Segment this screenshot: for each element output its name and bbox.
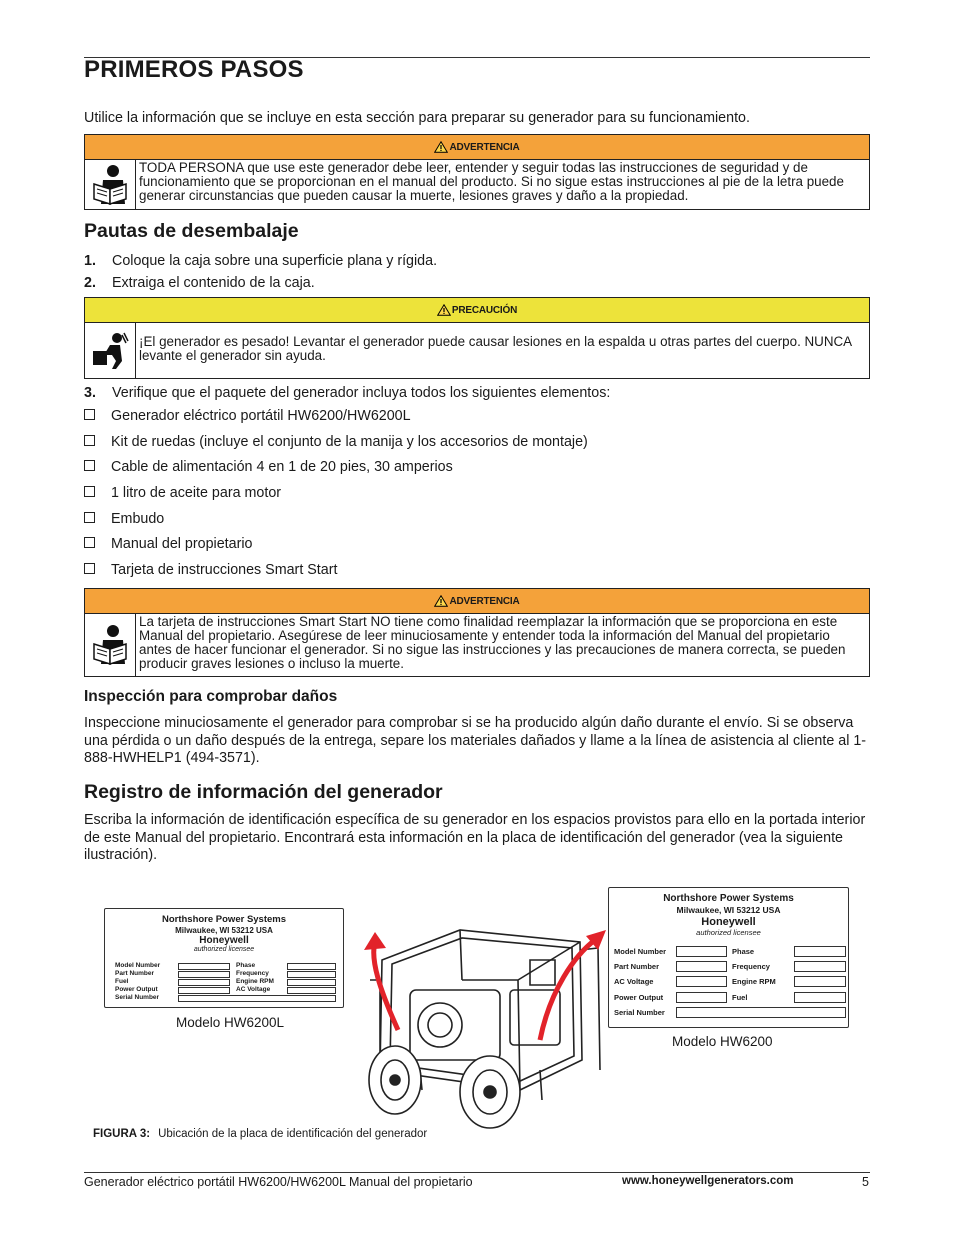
checklist-item: Embudo — [84, 511, 164, 527]
caution-box — [84, 297, 870, 379]
plate-field — [178, 971, 230, 978]
plate-field — [794, 976, 846, 987]
plate-field — [178, 963, 230, 970]
checkbox-icon — [84, 409, 95, 420]
list-item: 2. Extraiga el contenido de la caja. — [84, 275, 315, 291]
inspection-heading: Inspección para comprobar daños — [84, 688, 338, 705]
warning-box-1 — [84, 134, 870, 210]
footer-title: Generador eléctrico portátil HW6200/HW6200L Manual del propietario — [84, 1175, 473, 1189]
plate-field — [676, 976, 727, 987]
plate-field — [178, 979, 230, 986]
nameplate-hw6200l — [104, 908, 344, 1008]
plate-field — [794, 992, 846, 1003]
right-model-label: Modelo HW6200 — [672, 1034, 773, 1049]
plate-label: AC Voltage — [236, 986, 271, 993]
checkbox-icon — [84, 435, 95, 446]
plate-field — [676, 961, 727, 972]
plate-field — [676, 1007, 846, 1018]
registration-text: Escriba la información de identificación específica de su generador en los espacios provistos para ello en la portada interior de este Manual del propietario. Encontrará esta información en la placa de identificación del generador (vea la siguiente ilustración). — [84, 812, 866, 863]
plate-label: Engine RPM — [732, 977, 776, 986]
checkbox-icon — [84, 512, 95, 523]
nameplate-hw6200 — [608, 887, 849, 1028]
warning-box-2 — [84, 588, 870, 677]
warning-label: ADVERTENCIA — [449, 141, 520, 153]
caution-label: PRECAUCIÓN — [451, 304, 518, 316]
footer-url[interactable]: www.honeywellgenerators.com — [622, 1175, 794, 1187]
footer-rule — [84, 1172, 870, 1173]
read-manual-icon — [85, 160, 136, 209]
plate-label: Frequency — [732, 962, 770, 971]
plate-label: Power Output — [614, 993, 664, 1002]
plate-label: AC Voltage — [614, 977, 654, 986]
page-number: 5 — [862, 1175, 869, 1189]
plate-label: Frequency — [236, 970, 269, 977]
warning-label: ADVERTENCIA — [449, 595, 520, 607]
checkbox-icon — [84, 563, 95, 574]
plate-field — [676, 946, 727, 957]
read-manual-icon — [85, 614, 136, 676]
caution-text: ¡El generador es pesado! Levantar el generador puede causar lesiones en la espalda u otras partes del cuerpo. NUNCA levante el generador sin ayuda. — [139, 334, 852, 363]
checkbox-icon — [84, 486, 95, 497]
checkbox-icon — [84, 537, 95, 548]
plate-field — [794, 961, 846, 972]
warning-triangle-icon — [434, 141, 448, 153]
plate-company: Northshore Power Systems — [161, 914, 287, 925]
left-model-label: Modelo HW6200L — [176, 1015, 285, 1030]
plate-label: Fuel — [115, 978, 129, 985]
plate-field — [178, 995, 336, 1002]
warning-header — [85, 589, 869, 614]
plate-licensee: authorized licensee — [193, 946, 255, 953]
list-item: 3. Verifique que el paquete del generador incluya todos los siguientes elementos: — [84, 385, 611, 401]
checkbox-icon — [84, 460, 95, 471]
plate-field — [287, 971, 336, 978]
plate-address: Milwaukee, WI 53212 USA — [175, 926, 273, 935]
plate-label: Part Number — [614, 962, 660, 971]
plate-field — [287, 963, 336, 970]
page-title: PRIMEROS PASOS — [84, 56, 304, 83]
list-item: 1. Coloque la caja sobre una superficie plana y rígida. — [84, 253, 438, 269]
plate-label: Phase — [236, 962, 256, 969]
plate-field — [676, 992, 727, 1003]
plate-label: Serial Number — [115, 994, 160, 1001]
checklist-item: Cable de alimentación 4 en 1 de 20 pies, 30 amperios — [84, 459, 453, 475]
plate-label: Phase — [732, 947, 755, 956]
plate-label: Engine RPM — [236, 978, 274, 985]
plate-field — [794, 946, 846, 957]
plate-company: Northshore Power Systems — [663, 893, 794, 904]
inspection-text: Inspeccione minuciosamente el generador para comprobar si se ha producido algún daño durante el envío. Si se observa una pérdida o un daño después de la entrega, separe los materiales dañados y llame a la línea de asistencia al cliente al 1-888-HWHELP1 (494-3571). — [84, 715, 867, 766]
checklist-item: 1 litro de aceite para motor — [84, 485, 281, 501]
honeywell-logo: Honeywell — [701, 916, 756, 928]
plate-label: Serial Number — [614, 1008, 665, 1017]
warning-text: La tarjeta de instrucciones Smart Start NO tiene como finalidad reemplazar la información que se proporciona en este Manual del propietario. Asegúrese de leer minuciosamente y entender toda la información del Manual del propietario antes de hacer funcionar el generador. Si no sigue las instrucciones y las precauciones de manera correcta, se pueden producir graves lesiones o incluso la muerte. — [139, 614, 846, 671]
plate-label: Part Number — [115, 970, 155, 977]
plate-label: Model Number — [115, 962, 161, 969]
registration-heading: Registro de información del generador — [84, 781, 443, 803]
unpacking-heading: Pautas de desembalaje — [84, 220, 299, 242]
intro-text: Utilice la información que se incluye en esta sección para preparar su generador para su funcionamiento. — [84, 110, 750, 126]
checklist-item: Kit de ruedas (incluye el conjunto de la manija y los accesorios de montaje) — [84, 434, 588, 450]
plate-field — [287, 979, 336, 986]
plate-licensee: authorized licensee — [696, 928, 761, 937]
plate-label: Power Output — [115, 986, 158, 993]
checklist-item: Manual del propietario — [84, 536, 252, 552]
honeywell-logo: Honeywell — [199, 935, 249, 946]
warning-header — [85, 135, 869, 160]
plate-field — [178, 987, 230, 994]
warning-text: TODA PERSONA que use este generador debe leer, entender y seguir todas las instrucciones de seguridad y de funcionamiento que se proporcionan en el manual del producto. Si no sigue estas instrucciones al pie de la letra puede generar circunstancias que pueden causar la muerte, lesiones graves y daño a la propiedad. — [139, 160, 844, 203]
plate-label: Fuel — [732, 993, 748, 1002]
warning-triangle-icon — [434, 595, 448, 607]
generator-illustration — [350, 920, 610, 1130]
plate-address: Milwaukee, WI 53212 USA — [676, 905, 781, 915]
checklist-item: Generador eléctrico portátil HW6200/HW6200L — [84, 408, 411, 424]
checklist-item: Tarjeta de instrucciones Smart Start — [84, 562, 337, 578]
plate-label: Model Number — [614, 947, 667, 956]
heavy-lift-icon — [85, 323, 136, 378]
plate-field — [287, 987, 336, 994]
figure-caption: FIGURA 3: Ubicación de la placa de identificación del generador — [93, 1128, 428, 1140]
caution-header — [85, 298, 869, 323]
warning-triangle-icon — [437, 304, 451, 316]
